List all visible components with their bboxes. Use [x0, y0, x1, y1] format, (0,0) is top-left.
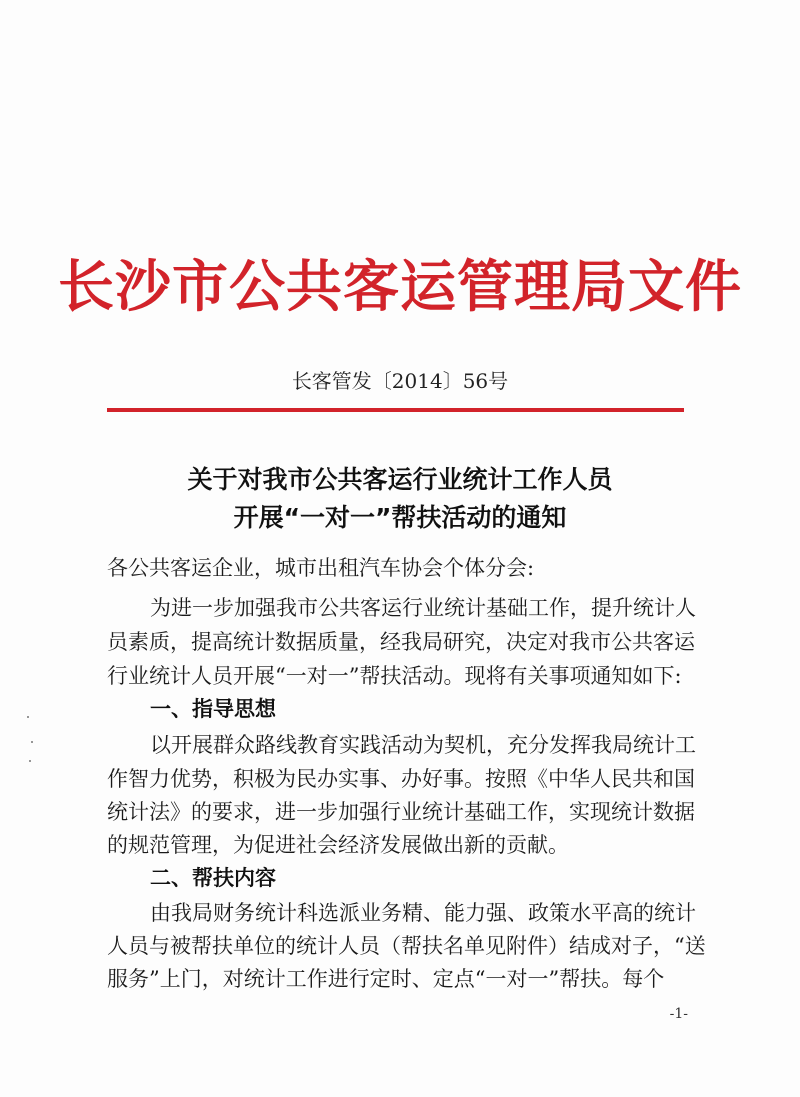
intro-line-1: 为进一步加强我市公共客运行业统计基础工作，提升统计人 — [150, 596, 696, 620]
scan-speck — [29, 760, 31, 762]
section1-line-3: 统计法》的要求，进一步加强行业统计基础工作，实现统计数据 — [107, 800, 695, 824]
section2-line-2: 人员与被帮扶单位的统计人员（帮扶名单见附件）结成对子，“送 — [107, 934, 706, 958]
scan-speck — [27, 716, 29, 718]
section1-line-4: 的规范管理，为促进社会经济发展做出新的贡献。 — [107, 833, 569, 857]
section1-line-1: 以开展群众路线教育实践活动为契机，充分发挥我局统计工 — [150, 733, 696, 757]
notice-title-line-1: 关于对我市公共客运行业统计工作人员 — [187, 465, 613, 494]
section-heading-guiding-thought: 一、指导思想 — [150, 697, 276, 721]
scan-speck — [31, 741, 33, 743]
section-heading-assistance-content: 二、帮扶内容 — [150, 866, 276, 890]
salutation: 各公共客运企业，城市出租汽车协会个体分会: — [107, 556, 535, 580]
intro-line-3: 行业统计人员开展“一对一”帮扶活动。现将有关事项通知如下: — [107, 664, 682, 688]
issuer-title: 长沙市公共客运管理局文件 — [58, 255, 742, 320]
section2-line-1: 由我局财务统计科选派业务精、能力强、政策水平高的统计 — [150, 901, 696, 925]
section2-line-3: 服务”上门，对统计工作进行定时、定点“一对一”帮扶。每个 — [107, 967, 665, 991]
red-divider-line — [107, 408, 684, 412]
document-number: 长客管发〔2014〕56号 — [291, 369, 509, 393]
notice-title-line-2: 开展“一对一”帮扶活动的通知 — [233, 503, 567, 532]
section1-line-2: 作智力优势，积极为民办实事、办好事。按照《中华人民共和国 — [107, 767, 695, 791]
intro-line-2: 员素质，提高统计数据质量，经我局研究，决定对我市公共客运 — [107, 630, 695, 654]
page-number: -1- — [669, 1006, 688, 1022]
